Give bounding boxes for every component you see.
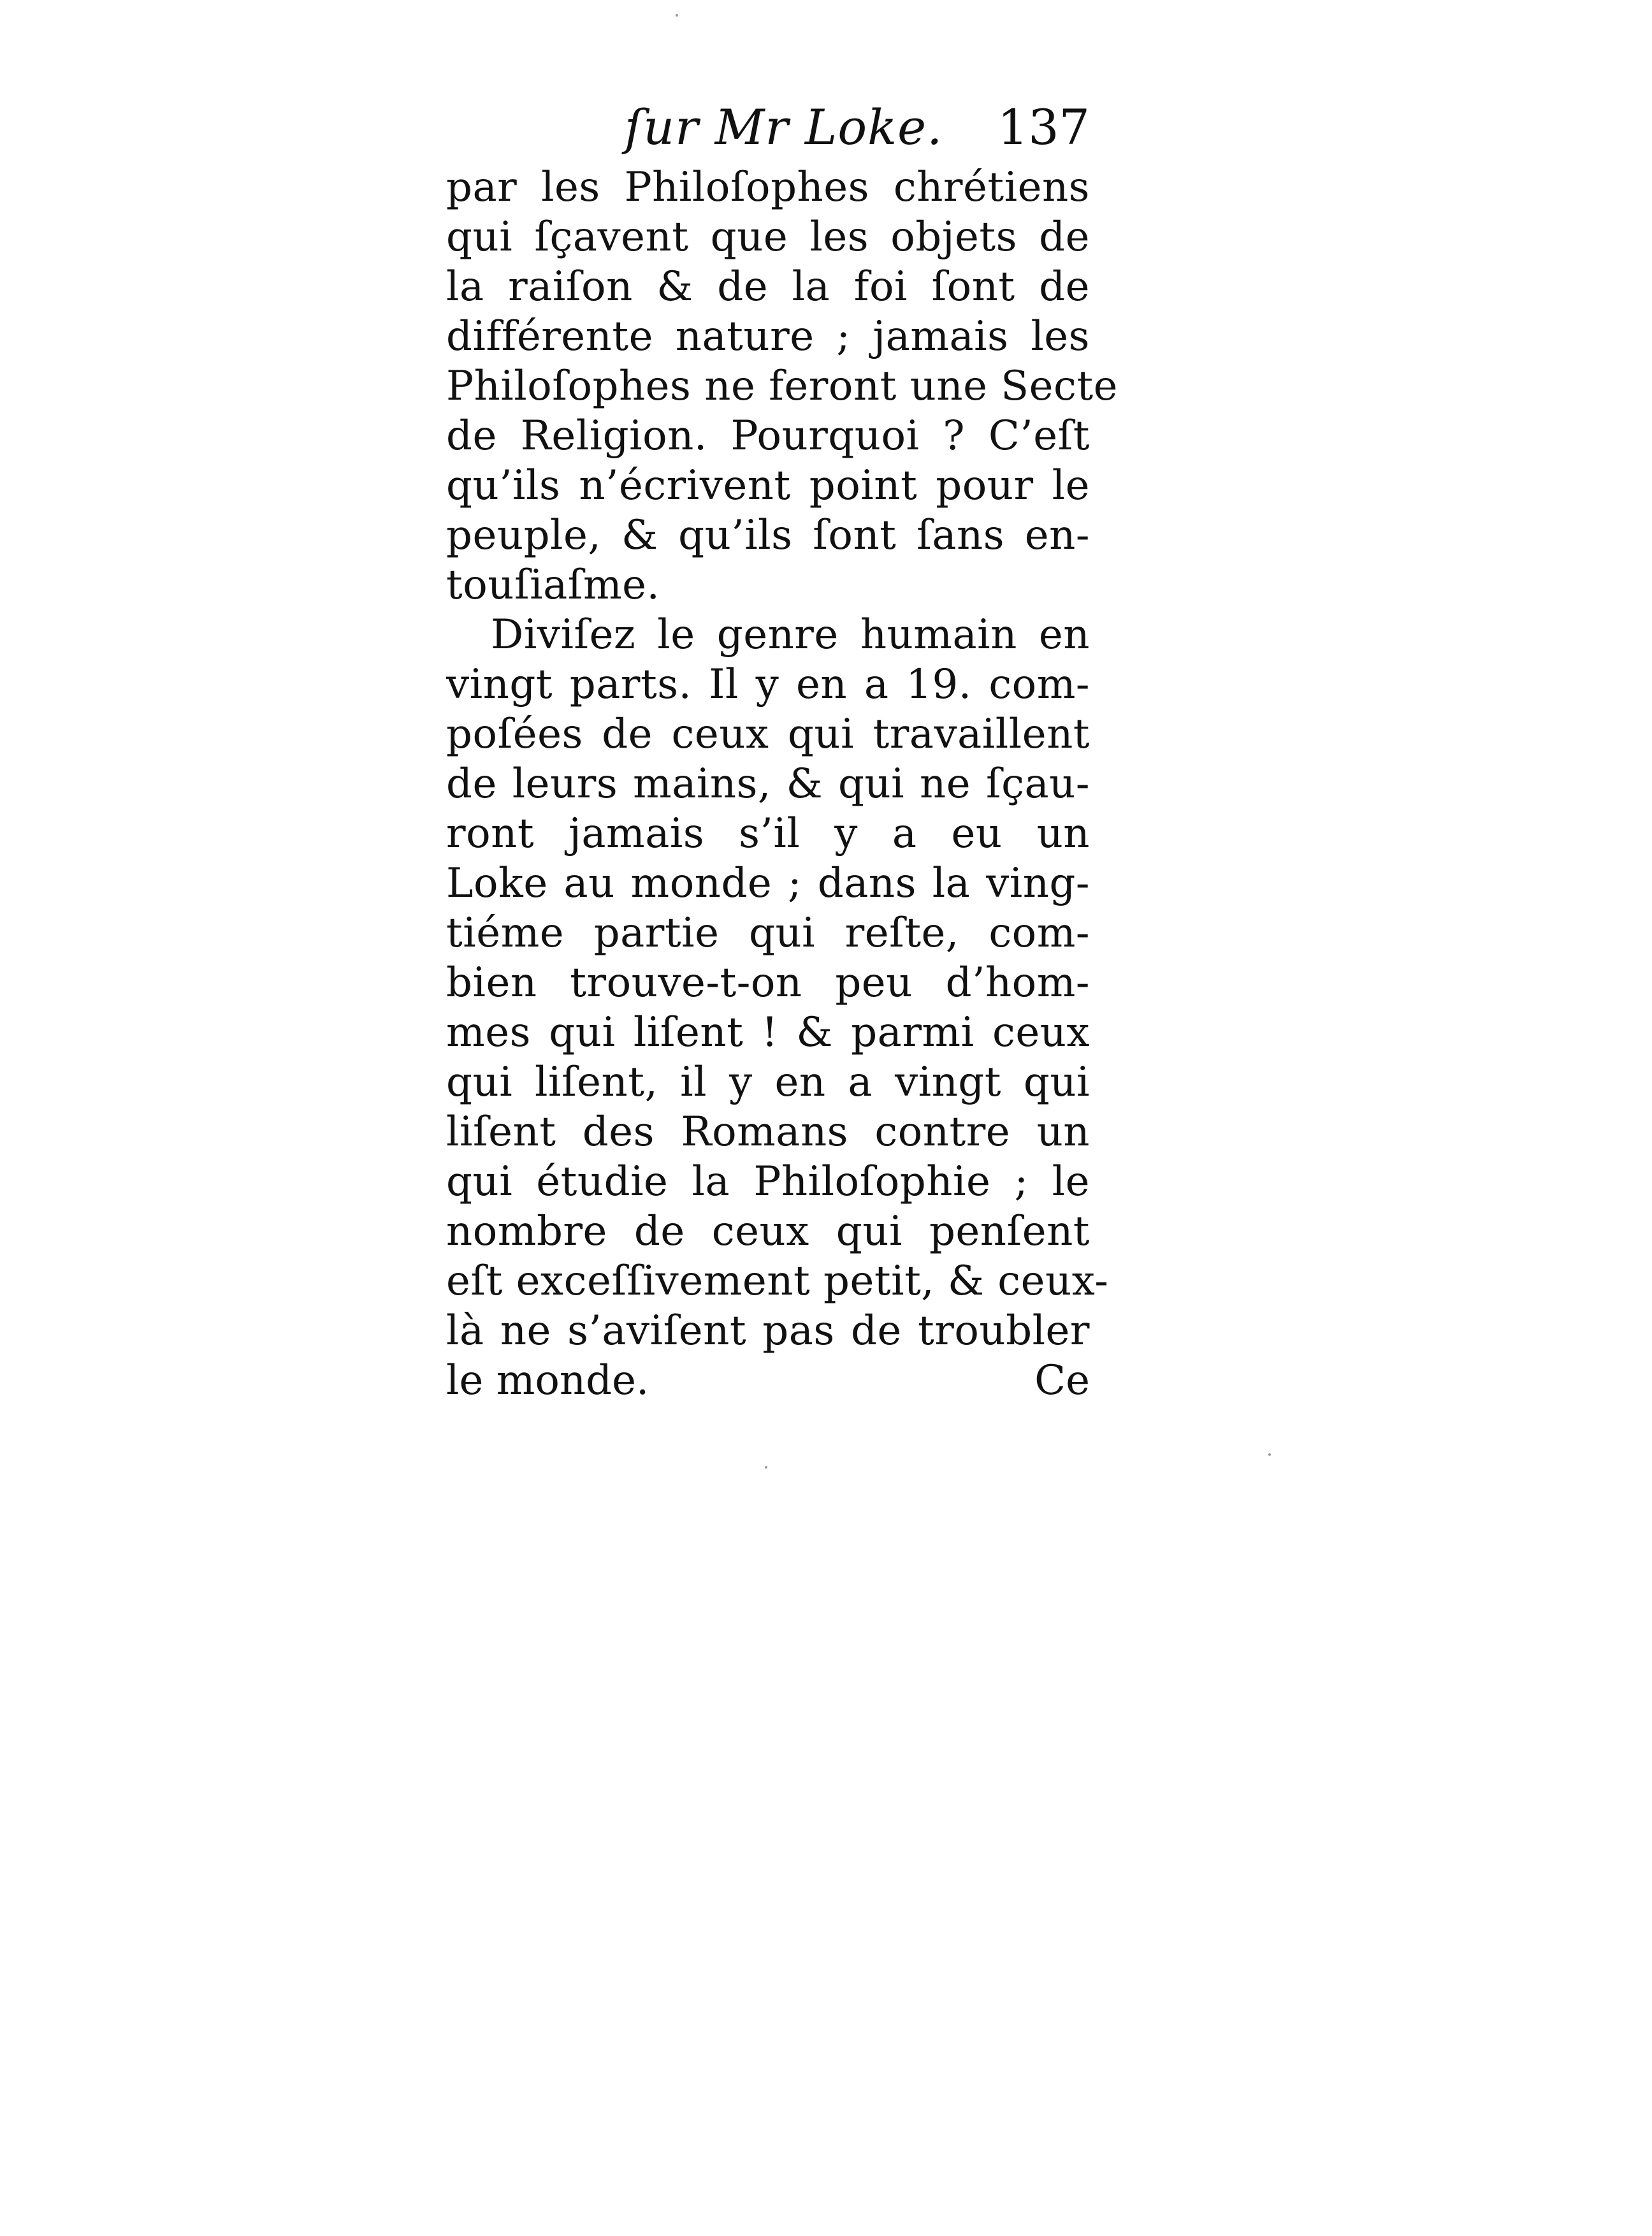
text-line: touſiaſme. [446, 562, 660, 609]
text-line: Diviſez le genre humain en [491, 611, 1090, 658]
running-title: ſur Mr Loke. [625, 99, 943, 156]
text-line: peuple, & qu’ils ſont ſans en- [446, 512, 1090, 559]
running-head [446, 92, 1090, 163]
page-number: 137 [997, 99, 1090, 156]
paper-speck [676, 14, 678, 17]
text-line: liſent des Romans contre un [446, 1108, 1090, 1156]
text-line: mes qui liſent ! & parmi ceux [446, 1009, 1090, 1056]
text-line: eſt exceſſivement petit, & ceux- [446, 1258, 1109, 1305]
text-line: de leurs mains, & qui ne ſçau- [446, 760, 1090, 808]
text-line: vingt parts. Il y en a 19. com- [446, 661, 1090, 708]
text-line: qu’ils n’écrivent point pour le [446, 462, 1090, 509]
text-line: nombre de ceux qui penſent [446, 1208, 1090, 1255]
text-line: là ne s’aviſent pas de troubler [446, 1307, 1090, 1354]
text-line: ront jamais s’il y a eu un [446, 810, 1090, 857]
paragraph-2 [446, 610, 1109, 1405]
text-line: qui ſçavent que les objets de [446, 214, 1090, 261]
catchword: Ce [1034, 1357, 1090, 1404]
text-block [446, 92, 1118, 1405]
text-line: Philoſophes ne feront une Secte [446, 363, 1118, 410]
text-line: par les Philoſophes chrétiens [446, 164, 1090, 211]
text-line: qui étudie la Philoſophie ; le [446, 1158, 1090, 1205]
paper-speck [765, 1466, 767, 1469]
text-line: différente nature ; jamais les [446, 313, 1090, 360]
text-line: qui liſent, il y en a vingt qui [446, 1059, 1090, 1106]
paragraph-1 [446, 163, 1118, 610]
paper-speck [1268, 1453, 1271, 1456]
text-line: bien trouve-t-on peu d’hom- [446, 959, 1090, 1006]
final-line [446, 1356, 1090, 1405]
final-line-text: le monde. [446, 1357, 649, 1404]
text-line: de Religion. Pourquoi ? C’eſt [446, 412, 1090, 460]
text-line: Loke au monde ; dans la ving- [446, 860, 1090, 907]
text-line: la raiſon & de la foi ſont de [446, 263, 1090, 310]
text-line: poſées de ceux qui travaillent [446, 711, 1090, 758]
text-line: tiéme partie qui reſte, com- [446, 910, 1090, 957]
